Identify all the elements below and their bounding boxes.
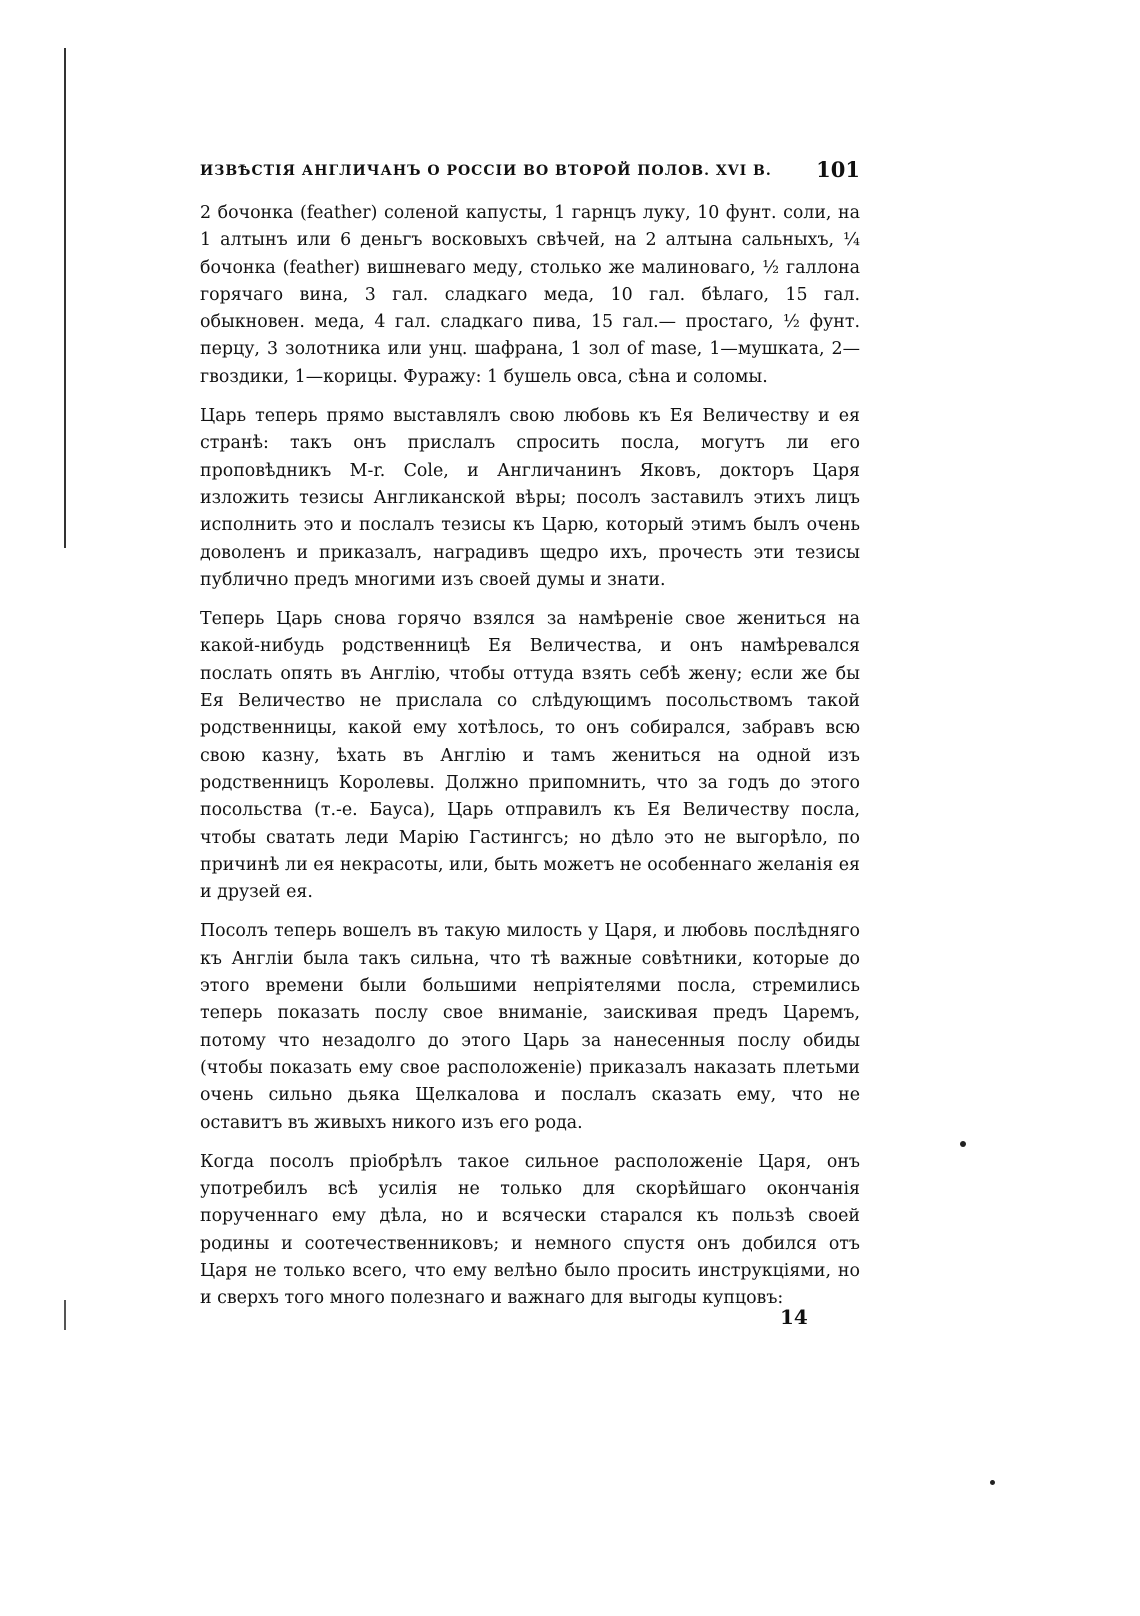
paragraph: 2 бочонка (feather) соленой капусты, 1 гарнцъ луку, 10 фунт. соли, на 1 алтынъ или 6 деньгъ восковыхъ свѣчей, на 2 алтына сальныхъ, ¼ бочонка (feather) вишневаго меду, столько же малиноваго, ½ галлона горячаго вина, 3 гал. сладкаго меда, 10 гал. бѣлаго, 15 гал. обыкновен. меда, 4 гал. сладкаго пива, 15 гал.— простаго, ½ фунт. перцу, 3 золотника или унц. шафрана, 1 зол of mase, 1—мушката, 2—гвоздики, 1—корицы. Фуражу: 1 бушель овса, сѣна и соломы. [200, 203, 860, 387]
paragraph: Теперь Царь снова горячо взялся за намѣреніе свое жениться на какой-нибудь родственницѣ Ея Величества, и онъ намѣревался послать опять въ Англію, чтобы оттуда взять себѣ жену; если же бы Ея Величество не прислала со слѣдующимъ посольствомъ такой родственницы, какой ему хотѣлось, то онъ собирался, забравъ всю свою казну, ѣхать въ Англію и тамъ жениться на одной изъ родственницъ Королевы. Должно припомнить, что за годъ до этого посольства (т.-е. Бауса), Царь отправилъ къ Ея Величеству посла, чтобы сватать леди Марію Гастингсъ; но дѣло это не выгорѣло, по причинѣ ли ея некрасоты, или, быть можетъ не особеннаго желанія ея и друзей ея. [200, 609, 860, 903]
paragraph: Царь теперь прямо выставлялъ свою любовь къ Ея Величеству и ея странѣ: такъ онъ прислалъ спросить посла, могутъ ли его проповѣдникъ M-r. Cole, и Англичанинъ Яковъ, докторъ Царя изложить тезисы Англиканской вѣры; посолъ заставилъ этихъ лицъ исполнить это и послалъ тезисы къ Царю, который этимъ былъ очень доволенъ и приказалъ, наградивъ щедро ихъ, прочесть эти тезисы публично предъ многими изъ своей думы и знати. [200, 406, 860, 590]
running-head: ИЗВѢСТІЯ АНГЛИЧАНЪ О РОССІИ ВО ВТОРОЙ ПОЛОВ. XVI В. [200, 163, 772, 179]
page-number: 101 [816, 157, 860, 182]
paragraph: Когда посолъ пріобрѣлъ такое сильное расположеніе Царя, онъ употребилъ всѣ усилія не только для скорѣйшаго окончанія порученнаго ему дѣла, но и всячески старался къ пользѣ своей родины и соотечественниковъ; и немного спустя онъ добился отъ Царя не только всего, что ему велѣно было просить инструкціями, но и сверхъ того много полезнаго и важнаго для выгоды купцовъ: [200, 1151, 860, 1309]
page-header [200, 157, 860, 185]
body-text [200, 200, 860, 1325]
scan-speck [960, 1141, 966, 1147]
scan-edge-line [64, 48, 66, 548]
scan-edge-line-lower [64, 1300, 66, 1330]
signature-mark: 14 [780, 1305, 808, 1329]
paragraph: Посолъ теперь вошелъ въ такую милость у Царя, и любовь послѣдняго къ Англіи была такъ сильна, что тѣ важные совѣтники, которые до этого времени были большими непріятелями посла, стремились теперь показать послу свое вниманіе, заискивая предъ Царемъ, потому что незадолго до этого Царь за нанесенныя послу обиды (чтобы показать ему свое расположеніе) приказалъ наказать плетьми очень сильно дьяка Щелкалова и послалъ сказать ему, что не оставитъ въ живыхъ никого изъ его рода. [200, 921, 860, 1133]
scan-speck [990, 1480, 995, 1485]
